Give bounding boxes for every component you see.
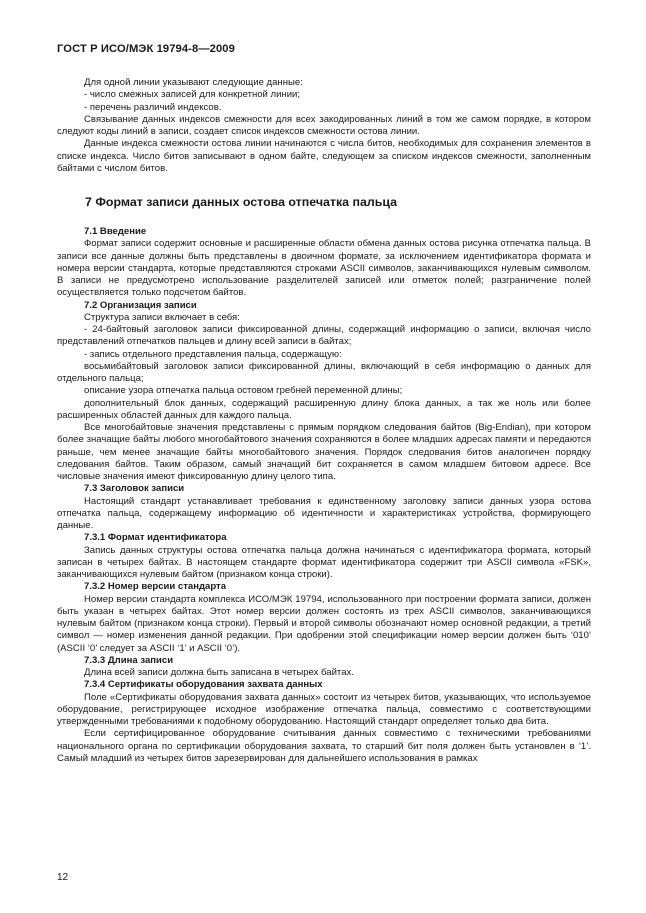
subsection-heading: 7.3 Заголовок записи bbox=[84, 483, 185, 495]
subsection-heading: 7.2 Организация записи bbox=[84, 299, 197, 311]
paragraph: дополнительный блок данных, содержащий расширенную длину блока данных, а так же ноль или более расширенных областей данных для каждого пальца. bbox=[57, 397, 591, 421]
paragraph: Поле «Сертификаты оборудования захвата данных» состоит из четырех битов, указывающих, что используемое оборудование, регистрирующее исходное изображение отпечатка пальца, совместимо с соответствующими утвержденными требованиями к подобному оборудованию. Настоящий стандарт определяет только два бита. bbox=[57, 691, 591, 727]
running-header: ГОСТ Р ИСО/МЭК 19794-8—2009 bbox=[57, 43, 235, 55]
list-item: - 24-байтовый заголовок записи фиксированной длины, содержащий информацию о записи, включая число представлений отпечатков пальцев и длину всей записи в байтах; bbox=[57, 324, 591, 348]
list-item: - перечень различий индексов. bbox=[84, 101, 222, 113]
paragraph: Длина всей записи должна быть записана в четырех байтах. bbox=[84, 667, 354, 678]
paragraph: Настоящий стандарт устанавливает требования к единственному заголовку записи данных узора остова отпечатка пальца, содержащему информацию об идентичности и характеристиках устройства, формирующего данные. bbox=[57, 495, 591, 531]
subsection-heading: 7.3.2 Номер версии стандарта bbox=[84, 581, 227, 593]
paragraph: Формат записи содержит основные и расширенные области обмена данных остова рисунка отпечатка пальца. В записи все данные должны быть представлены в двоичном формате, за исключением идентификатора формата и номера версии стандарта, которые представляются строками ASCII символов, заканчивающихся нулевым символом. В записи не предусмотрено использование разделителей записей или отметок полей; разграничение полей осуществляется только подсчетом байтов. bbox=[57, 238, 591, 299]
list-item: - запись отдельного представления пальца, содержащую: bbox=[84, 348, 342, 360]
paragraph: Все многобайтовые значения представлены с прямым порядком следования байтов (Big-Endian), при котором более значащие байты любого многобайтового значения сохраняются в более младших адресах памяти и передаются раньше, чем менее значащие байты многобайтового значения. Порядок следования битов аналогичен порядку следования байтов. Таким образом, самый значащий бит сохраняется в самом младшем битовом адресе. Все числовые значения имеют фиксированную длину целого типа. bbox=[57, 422, 591, 482]
section-heading: 7 Формат записи данных остова отпечатка пальца bbox=[85, 195, 398, 209]
paragraph: Номер версии стандарта комплекса ИСО/МЭК 19794, использованного при построении формата записи, должен быть указан в четырех байтах. Этот номер версии должен состоять из трех ASCII символов, заканчивающихся нулевым байтом (признаком конца строки). Первый и второй символы обозначают номер основной редакции, а третий символ — номер изменения данной редакции. При одобрении этой спецификации номер версии должен быть ‘010’ (ASCII ‘0’ следует за ASCII ‘1’ и ASCII ‘0’). bbox=[57, 593, 591, 654]
paragraph: описание узора отпечатка пальца остовом гребней переменной длины; bbox=[84, 385, 403, 397]
subsection-heading: 7.1 Введение bbox=[84, 226, 147, 237]
paragraph: Связывание данных индексов смежности для всех закодированных линий в том же самом порядке, в котором следуют коды линий в записи, создает список индексов смежности остова линии. bbox=[57, 113, 591, 137]
paragraph: Если сертифицированное оборудование считывания данных совместимо с техническими требованиями национального органа по сертификации оборудования захвата, то старший бит поля должен быть установлен в ‘1’. Самый младший из четырех битов зарезервирован для дальнейшего использования в рамках bbox=[57, 728, 591, 764]
subsection-heading: 7.3.1 Формат идентификатора bbox=[84, 532, 227, 544]
paragraph: Данные индекса смежности остова линии начинаются с числа битов, необходимых для сохранения элементов в списке индекса. Число битов записывают в одном байте, следующем за списком индексов смежности, заполненным байтами с числом битов. bbox=[57, 138, 591, 174]
page-number: 12 bbox=[57, 872, 69, 883]
paragraph: Запись данных структуры остова отпечатка пальца должна начинаться с идентификатора формата, который записан в четырех байтах. В настоящем стандарте формат идентификатора содержит три ASCII символа «FSK», заканчивающихся нулевым байтом (признаком конца строки). bbox=[57, 544, 591, 580]
subsection-heading: 7.3.4 Сертификаты оборудования захвата данных bbox=[84, 679, 323, 691]
list-item: - число смежных записей для конкретной линии; bbox=[84, 89, 301, 101]
page-body bbox=[57, 77, 591, 765]
paragraph: Структура записи включает в себя: bbox=[84, 311, 240, 323]
paragraph: восьмибайтовый заголовок записи фиксированной длины, включающий в себя информацию о данных для отдельного пальца; bbox=[57, 360, 591, 384]
subsection-heading: 7.3.3 Длина записи bbox=[84, 654, 174, 666]
paragraph: Для одной линии указывают следующие данные: bbox=[84, 77, 303, 88]
